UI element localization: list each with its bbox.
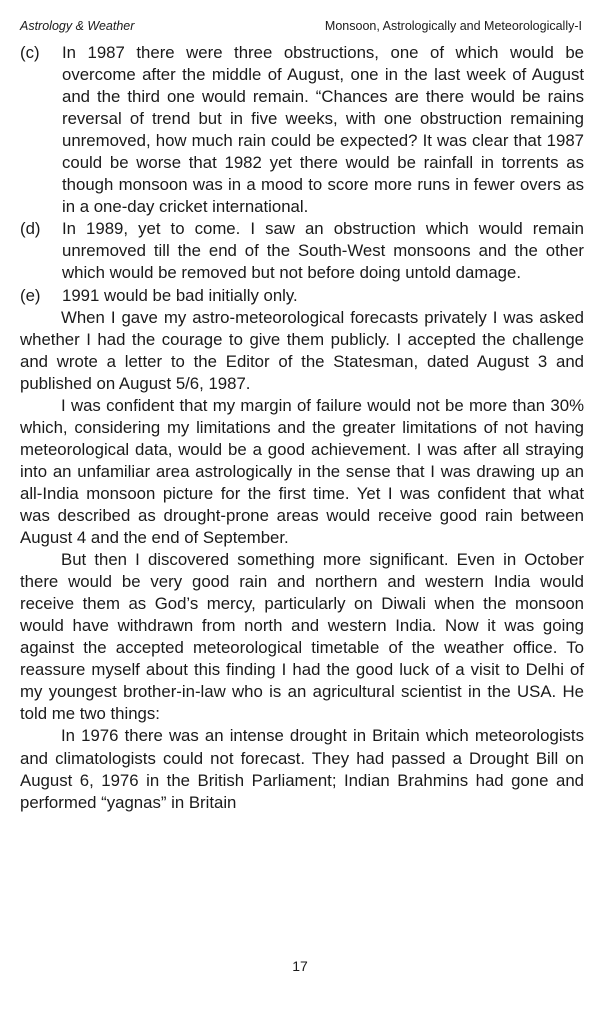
body-paragraph: In 1976 there was an intense drought in Britain which meteorologists and climatologists could not forecast. They had passed a Drought Bill on August 6, 1976 in the British Parliament; Indian Brahmins had gone and performed “yagnas” in Britain: [20, 726, 584, 812]
running-header: [20, 18, 582, 34]
page-body: [20, 42, 584, 814]
body-paragraph: I was confident that my margin of failure would not be more than 30% which, considering my limitations and the greater limitations of not having meteorological data, would be a good achievement. I was after all straying into an unfamiliar area astrologically in the sense that I was drawing up an all-India monsoon picture for the first time. Yet I was confident that what was described as drought-prone areas would receive good rain between August 4 and the end of September.: [20, 395, 584, 548]
list-item-text: 1991 would be bad initially only.: [62, 285, 298, 305]
page-number: 17: [292, 958, 308, 974]
body-paragraph: But then I discovered something more significant. Even in October there would be very good rain and northern and western India would receive them as God’s mercy, particularly on Diwali when the monsoon would have withdrawn from north and western India. Now it was going against the accepted meteorological timetable of the weather office. To reassure myself about this finding I had the good luck of a visit to Delhi of my youngest brother-in-law who is an agricultural scientist in the USA. He told me two things:: [20, 550, 584, 724]
chapter-title: Monsoon, Astrologically and Meteorologically-I: [324, 19, 582, 33]
list-item-label: (e): [20, 285, 41, 305]
list-item-label: (c): [20, 43, 40, 62]
list-item-label: (d): [20, 219, 41, 239]
list-item: [20, 285, 584, 307]
list-item: [20, 218, 584, 284]
list-item: [20, 42, 584, 218]
list-item-text: In 1987 there were three obstructions, one of which would be overcome after the middle of August, one in the last week of August and the third one would remain. “Chances are there would be rains reversal of trend but in five weeks, with one obstruction remaining unremoved, how much rain could be expected? It was clear that 1987 could be worse that 1982 yet there would be rainfall in torrents as though monsoon was in a mood to score more runs in fewer overs as in a one-day cricket international.: [62, 43, 584, 217]
list-item-text: In 1989, yet to come. I saw an obstruction which would remain unremoved till the end of the South-West monsoons and the other which would be removed but not before doing untold damage.: [62, 219, 584, 283]
body-paragraph: When I gave my astro-meteorological forecasts privately I was asked whether I had the courage to give them publicly. I accepted the challenge and wrote a letter to the Editor of the Statesman, dated August 3 and published on August 5/6, 1987.: [20, 307, 584, 393]
book-title: Astrology & Weather: [20, 19, 135, 33]
